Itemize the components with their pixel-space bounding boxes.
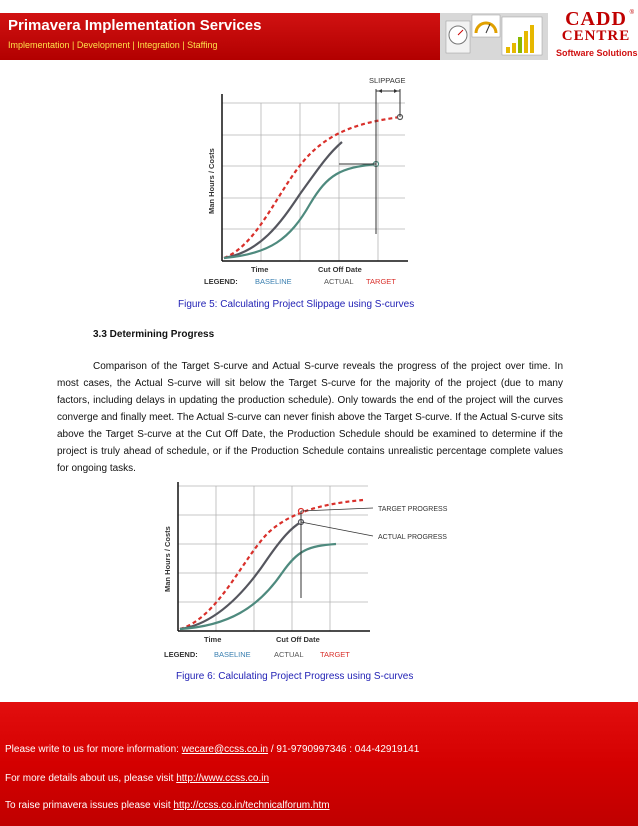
footer-website-link[interactable]: http://www.ccss.co.in xyxy=(176,773,270,784)
footer-email-link[interactable]: wecare@ccss.co.in xyxy=(181,744,269,755)
page-header xyxy=(0,0,638,74)
header-subtitle: Implementation | Development | Integration | Staffing xyxy=(8,40,218,50)
figure-5-baseline-curve xyxy=(224,142,342,258)
figure-6-actual-callout-line xyxy=(301,522,373,536)
figure-6-actual-progress-label: ACTUAL PROGRESS xyxy=(378,534,447,541)
figure-5-svg xyxy=(200,74,414,290)
figure-6-actual-curve xyxy=(180,544,336,629)
figure-5-slippage-label: SLIPPAGE xyxy=(369,76,406,85)
figure-5-y-label: Man Hours / Costs xyxy=(207,148,216,214)
figure-5-caption: Figure 5: Calculating Project Slippage using S-curves xyxy=(178,299,415,310)
figure-5-grid xyxy=(222,103,405,261)
logo-tagline: Software Solutions xyxy=(556,48,638,58)
footer-forum-line xyxy=(5,800,330,811)
figure-6-legend-target: TARGET xyxy=(320,650,350,659)
footer-contact-prefix: Please write to us for more information: xyxy=(5,744,182,755)
figure-5-target-curve xyxy=(224,117,400,258)
logo-centre-text: CENTRE xyxy=(561,28,631,44)
figure-6-legend-actual: ACTUAL xyxy=(274,650,304,659)
cadd-centre-logo xyxy=(556,8,636,60)
section-heading: 3.3 Determining Progress xyxy=(93,329,215,340)
figure-6-legend-baseline: BASELINE xyxy=(214,650,251,659)
figure-6-x-label-cutoff: Cut Off Date xyxy=(276,635,320,644)
figure-6-target-progress-label: TARGET PROGRESS xyxy=(378,506,448,513)
figure-6-caption: Figure 6: Calculating Project Progress using S-curves xyxy=(176,671,414,682)
figure-5-legend-label: LEGEND: xyxy=(204,277,238,286)
footer-contact-line xyxy=(5,744,419,755)
figure-5-legend-baseline: BASELINE xyxy=(255,277,292,286)
page-footer xyxy=(0,702,638,826)
logo-registered-mark: ® xyxy=(629,10,634,16)
footer-website-prefix: For more details about us, please visit xyxy=(5,773,177,784)
figure-6-x-label-time: Time xyxy=(204,635,222,644)
figure-6-svg xyxy=(158,478,464,664)
figure-5-legend-target: TARGET xyxy=(366,277,396,286)
section-paragraph: Comparison of the Target S-curve and Actual S-curve reveals the progress of the project over time. In most cases, the Actual S-curve will sit below the Target S-curve for the majority of the project (due to many factors, including delays in updating the production schedule). Only towards the end of the project will the curves converge and finally meet. The Actual S-curve can never finish above the Target S-curve. If the Actual S-curve sits above the Target S-curve at the Cut Off Date, the Production Schedule should be examined to determine if the project is truly ahead of schedule, or if the Production Schedule contains unrealistic percentage complete values for ongoing tasks. xyxy=(57,361,563,474)
footer-forum-prefix: To raise primavera issues please visit xyxy=(5,800,174,811)
logo-cadd-text: CADD xyxy=(565,8,627,30)
figure-6-legend-label: LEGEND: xyxy=(164,650,198,659)
footer-website-line xyxy=(5,773,269,784)
header-title: Primavera Implementation Services xyxy=(8,17,262,34)
header-dashboard-graphic xyxy=(440,13,548,60)
figure-5-slippage-chart xyxy=(200,74,414,290)
footer-forum-link[interactable]: http://ccss.co.in/technicalforum.htm xyxy=(173,800,330,811)
footer-phone-text: / 91-9790997346 : 044-42919141 xyxy=(268,744,420,755)
figure-5-legend-actual: ACTUAL xyxy=(324,277,354,286)
figure-6-grid xyxy=(178,486,368,631)
figure-6-progress-chart xyxy=(158,478,464,664)
figure-6-y-label: Man Hours / Costs xyxy=(163,526,172,592)
figure-5-x-label-cutoff: Cut Off Date xyxy=(318,265,362,274)
figure-6-target-curve xyxy=(180,500,363,629)
figure-5-x-label-time: Time xyxy=(251,265,269,274)
